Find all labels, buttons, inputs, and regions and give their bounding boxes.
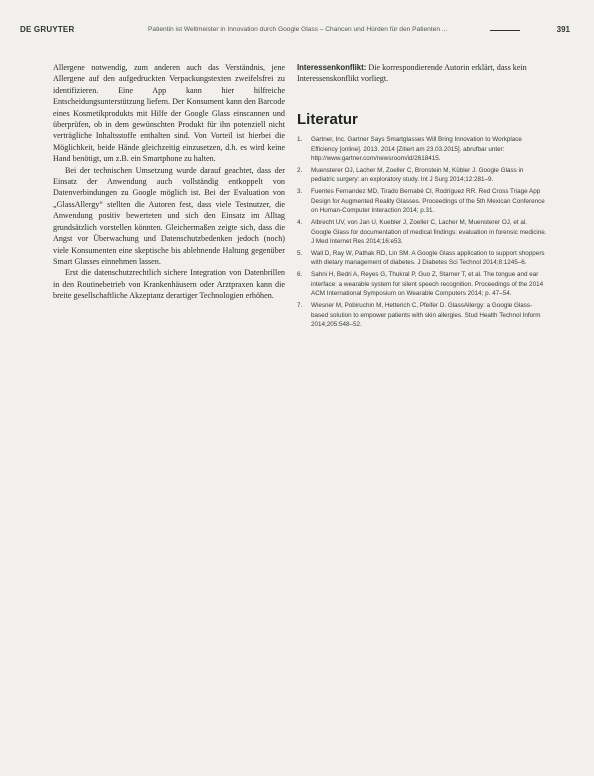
conflict-label: Interessenkonflikt: bbox=[297, 63, 367, 72]
body-paragraph-3: Erst die datenschutzrechtlich sichere Integration von Datenbrillen in den Routinebetrieb von Krankenhäusern oder Arztpraxen kann die breite gesellschaftliche Akzeptanz derartiger Technologien erhöhen. bbox=[53, 268, 285, 301]
reference-number: 4. bbox=[297, 219, 303, 227]
reference-text: Gartner, Inc. Gartner Says Smartglasses Will Bring Innovation to Workplace Efficiency [online]. 2013. 2014 [Zitiert am 23.03.2015]. abrufbar unter: http://www.gartner.com/newsroom/id/2618415. bbox=[311, 136, 522, 163]
reference-number: 1. bbox=[297, 136, 303, 144]
reference-item bbox=[297, 135, 547, 163]
reference-item bbox=[297, 270, 547, 298]
reference-list bbox=[297, 135, 547, 329]
right-column bbox=[297, 62, 547, 332]
reference-number: 6. bbox=[297, 271, 303, 279]
reference-text: Sahni H, Bedri A, Reyes G, Thukral P, Guo Z, Starner T, et al. The tongue and ear interface: a wearable system for silent speech recognition. Proceedings of the 2014 ACM International Symposium on Wearable Computers 2014; p. 47–54. bbox=[311, 271, 544, 298]
reference-text: Wiesner M, Pobiruchin M, Hetterich C, Pfeifer D. GlassAllergy: a Google Glass-based solution to empower patients with skin allergies. Stud Health Technol Inform 2014;205:548–52. bbox=[311, 302, 541, 329]
body-paragraph-1: Allergene notwendig, zum anderen auch das Verständnis, jene Allergene auf den aufgedruckten Verpackungstexten zweifelsfrei zu identifizieren. Eine App kann hier hilfreiche Entscheidungsunterstützung liefern. Der Konsument kann den Barcode eines Kosmetikprodukts mit Hilfe der Google Glass einscannen und überprüfen, ob in dem gewünschten Produkt für ihn potenziell nicht verträgliche Inhaltsstoffe enthalten sind. Von Vorteil ist hierbei die Möglichkeit, beide Hände gleichzeitig einzusetzen, d.h. es wird keine Hand benötigt, um z.B. ein Smartphone zu halten. bbox=[53, 63, 285, 164]
publisher-name: DE GRUYTER bbox=[20, 25, 75, 34]
reference-item bbox=[297, 166, 547, 185]
reference-item bbox=[297, 301, 547, 329]
running-title: Patientin ist Weltmeister in Innovation durch Google Glass – Chancen und Hürden für den Patienten ... bbox=[148, 26, 448, 33]
page-number: 391 bbox=[556, 25, 570, 34]
literature-heading: Literatur bbox=[297, 110, 358, 128]
page-header bbox=[20, 24, 570, 38]
reference-number: 5. bbox=[297, 250, 303, 258]
reference-number: 2. bbox=[297, 167, 303, 175]
reference-text: Muensterer OJ, Lacher M, Zoeller C, Bronstein M, Kübler J. Google Glass in pediatric surgery: an exploratory study. Int J Surg 2014;12:281–9. bbox=[311, 167, 524, 184]
conflict-text: Die korrespondierende Autorin erklärt, dass kein Interessenskonflikt vorliegt. bbox=[297, 63, 527, 84]
body-paragraph-2: Bei der technischen Umsetzung wurde darauf geachtet, dass der Einsatz der Anwendung auch vollständig entkoppelt von Datenverbindungen zu Google möglich ist. Bei der Evaluation von „GlassAllergy“ stellten die Autoren fest, dass viele Testnutzer, die Anwendung positiv bewerteten und sich den Einsatz im Alltag grundsätzlich vorstellen könnten. Gleichermaßen zeigte sich, dass die Angst vor Überwachung und Datenschutzbedenken jedoch (noch) viele Konsumenten eine skeptische bis ablehnende Haltung gegenüber Smart Glasses einnehmen lassen. bbox=[53, 165, 285, 266]
header-rule bbox=[490, 30, 520, 31]
reference-item bbox=[297, 249, 547, 268]
reference-number: 3. bbox=[297, 188, 303, 196]
reference-number: 7. bbox=[297, 302, 303, 310]
reference-item bbox=[297, 187, 547, 215]
reference-text: Albrecht UV, von Jan U, Kuebler J, Zoeller C, Lacher M, Muensterer OJ, et al. Google Glass for documentation of medical findings: evaluation in forensic medicine. J Med Internet Res 2014;16:e53. bbox=[311, 219, 547, 246]
conflict-of-interest bbox=[297, 62, 547, 85]
reference-text: Wall D, Ray W, Pathak RD, Lin SM. A Google Glass application to support shoppers with dietary management of diabetes. J Diabetes Sci Technol 2014;8:1245–6. bbox=[311, 250, 545, 267]
left-column bbox=[53, 62, 285, 302]
reference-text: Fuentes Fernandez MD, Tirado Bernabé CI, Rodríguez RR. Red Cross Triage App Design for Augmented Reality Glasses. Proceedings of the 5th Mexican Conference on Human-Computer Interaction 2014; p.31. bbox=[311, 188, 545, 215]
reference-item bbox=[297, 218, 547, 246]
